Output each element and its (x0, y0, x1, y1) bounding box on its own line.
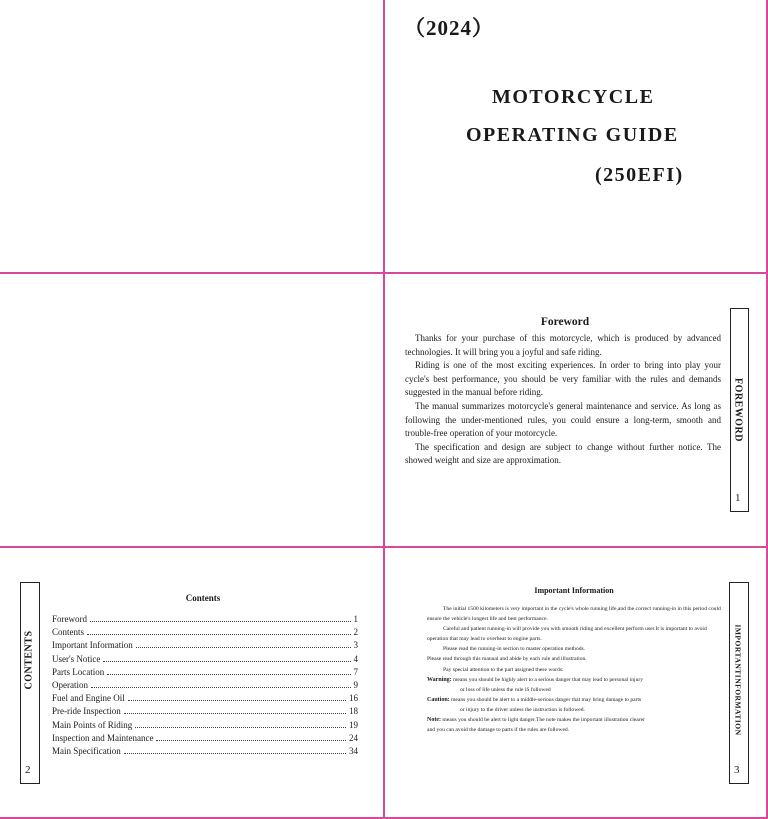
contents-side-label: CONTENTS (23, 630, 35, 690)
toc-row[interactable] (52, 693, 358, 706)
toc-page: 19 (349, 719, 358, 730)
toc-label: User's Notice (52, 653, 101, 664)
cover-model: (250EFI) (595, 164, 684, 186)
toc-label: Inspection and Maintenance (52, 732, 154, 743)
row-divider-2 (0, 546, 768, 548)
toc-leader (128, 699, 346, 701)
contents-page-number: 2 (25, 764, 31, 776)
toc-leader (156, 739, 346, 741)
toc-label: Pre-ride Inspection (52, 706, 121, 717)
note-text-cont: and you can avoid the damage to parts if the rules are followed. (427, 727, 570, 734)
toc-row[interactable] (52, 746, 358, 759)
cover-title-line-2: OPERATING GUIDE (466, 124, 679, 146)
contents-title: Contents (185, 593, 221, 603)
foreword-paragraph: Thanks for your purchase of this motorcycle, which is produced by advanced technologies. It will bring you a joyful and safe riding. (405, 333, 721, 357)
toc-row[interactable] (52, 706, 358, 719)
toc-leader (103, 660, 350, 662)
caution-text-cont: or injury to the driver unless the instruction is followed. (460, 706, 585, 713)
important-paragraph: Please read the running-in section to master operation methods. (443, 646, 586, 653)
note-note (427, 715, 721, 725)
important-paragraph: Pay special attention to the part assigned these words: (443, 666, 564, 673)
warning-text-cont: or loss of life unless the rule iS followed (460, 686, 551, 693)
important-body (427, 604, 721, 735)
toc-label: Main Specification (52, 745, 121, 756)
toc-label: Important Information (52, 640, 133, 651)
toc-row[interactable] (52, 667, 358, 680)
toc-row[interactable] (52, 733, 358, 746)
toc-row[interactable] (52, 720, 358, 733)
warning-note (427, 675, 721, 685)
foreword-page-number: 1 (735, 492, 741, 504)
caution-label: Caution: (427, 696, 450, 703)
toc-leader (91, 686, 351, 688)
caution-text: means you should be alert to a middle-serious danger that may bring damage to parts (449, 696, 642, 703)
toc-row[interactable] (52, 654, 358, 667)
toc-page: 18 (349, 706, 358, 717)
table-of-contents (52, 614, 358, 759)
foreword-paragraph: The specification and design are subject to change without further notice. The showed weight and size are approximation. (405, 441, 721, 466)
foreword-body (405, 332, 721, 468)
toc-page: 16 (349, 693, 358, 704)
toc-leader (87, 633, 350, 635)
important-side-label: IMPORTANTINFORMATION (733, 624, 743, 736)
toc-page: 7 (353, 666, 358, 677)
toc-leader (90, 620, 351, 622)
toc-page: 2 (353, 627, 358, 638)
toc-page: 1 (353, 614, 358, 624)
warning-label: Warning: (427, 676, 452, 683)
cover-title-line-1: MOTORCYCLE (492, 86, 655, 108)
toc-page: 9 (353, 679, 358, 690)
important-paragraph: Careful and patient running-in will provide you with smooth riding and excellent perform user.It is important to avoid operation that may lead to overheat to engine parts. (427, 626, 707, 643)
note-label: Note: (427, 717, 441, 724)
important-title: Important Information (534, 586, 614, 595)
center-divider (383, 0, 385, 819)
toc-row[interactable] (52, 614, 358, 627)
toc-label: Main Points of Riding (52, 719, 133, 730)
note-text: means you should be alert to light danger.The note makes the important illustration clearer (441, 717, 645, 724)
toc-leader (136, 646, 351, 648)
toc-page: 24 (349, 732, 358, 743)
row-divider-1 (0, 272, 768, 274)
toc-leader (124, 752, 346, 754)
toc-page: 4 (353, 653, 358, 664)
toc-leader (135, 726, 346, 728)
foreword-paragraph: Riding is one of the most exciting experiences. In order to bring into play your cycle's best performance, you should be very familiar with the rules and demands suggested in the manual before riding. (405, 360, 721, 398)
foreword-title: Foreword (540, 316, 590, 328)
cover-year: （2024） (404, 16, 494, 40)
toc-leader (107, 673, 350, 675)
toc-label: Operation (52, 679, 88, 690)
toc-row[interactable] (52, 627, 358, 640)
important-paragraph: The initial 1500 kilometers is very important in the cycle's whole running life,and the correct running-in in this period could ensure the vehicle's longest life and best performance. (427, 606, 721, 623)
toc-page: 3 (353, 640, 358, 651)
caution-note (427, 695, 721, 705)
important-page-number: 3 (734, 764, 740, 776)
warning-text: means you should be highly alert to a serious danger that may lead to personal injury (451, 676, 644, 683)
toc-row[interactable] (52, 680, 358, 693)
foreword-side-label: FOREWORD (732, 378, 744, 442)
toc-row[interactable] (52, 640, 358, 653)
foreword-paragraph: The manual summarizes motorcycle's general maintenance and service. As long as following the under-mentioned rules, you could ensure a long-term, smooth and trouble-free operation of your motorcycle. (405, 400, 721, 439)
toc-label: Fuel and Engine Oil (52, 693, 125, 704)
important-paragraph: Please read through this manual and abide by each rule and illustration. (427, 656, 587, 663)
toc-label: Foreword (52, 614, 87, 624)
toc-label: Parts Location (52, 666, 105, 677)
toc-leader (124, 712, 346, 714)
toc-label: Contents (52, 627, 85, 638)
toc-page: 34 (349, 745, 358, 756)
